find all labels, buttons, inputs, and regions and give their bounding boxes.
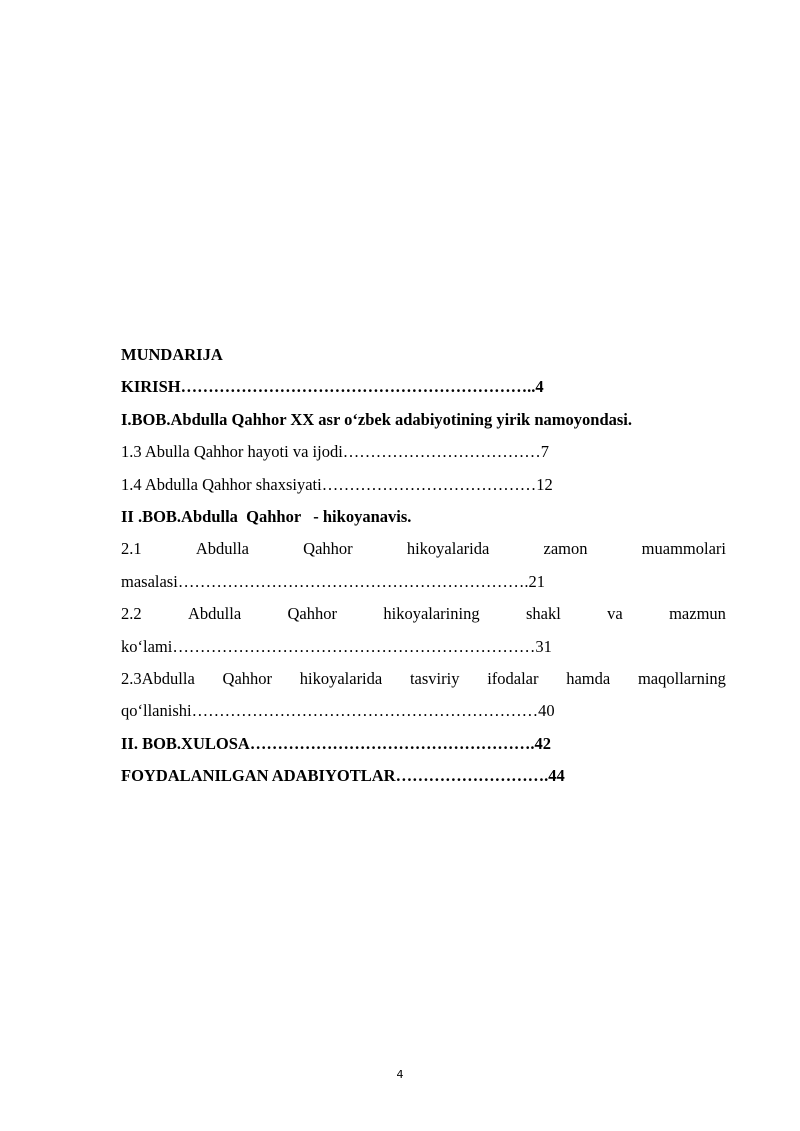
toc-word: va bbox=[607, 604, 623, 624]
toc-word: ifodalar bbox=[487, 668, 539, 688]
page-number: 4 bbox=[396, 1068, 404, 1081]
toc-word: Qahhor bbox=[287, 604, 337, 624]
toc-title: MUNDARIJA bbox=[121, 345, 223, 364]
toc-entry-2-2-line1 bbox=[121, 601, 726, 633]
toc-entry-1-3: 1.3 Abulla Qahhor hayoti va ijodi………………………………7 bbox=[121, 442, 550, 462]
toc-word: hikoyalarining bbox=[383, 604, 480, 624]
toc-word: Qahhor bbox=[303, 539, 353, 559]
toc-word: muammolari bbox=[641, 539, 726, 559]
toc-entry-2-3-line2: qo‘llanishi………………………………………………………40 bbox=[121, 701, 555, 721]
toc-entry-chapter-2: II .BOB.Abdulla Qahhor - hikoyanavis. bbox=[121, 506, 412, 526]
toc-entry-2-1-line1 bbox=[121, 536, 726, 568]
toc-word: zamon bbox=[543, 539, 588, 559]
toc-word: hikoyalarida bbox=[406, 539, 490, 559]
toc-word: 2.1 bbox=[121, 539, 142, 559]
toc-entry-1-4: 1.4 Abdulla Qahhor shaxsiyati…………………………………12 bbox=[121, 474, 553, 494]
toc-word: hikoyalarida bbox=[299, 668, 383, 688]
toc-word: hamda bbox=[566, 668, 611, 688]
toc-word: Abdulla bbox=[187, 604, 242, 624]
toc-word: 2.3Abdulla bbox=[121, 668, 195, 688]
toc-word: Qahhor bbox=[222, 668, 273, 688]
table-of-contents bbox=[121, 342, 726, 795]
toc-word: Abdulla bbox=[195, 539, 249, 559]
toc-entry-2-2-line2: ko‘lami…………………………………………………………31 bbox=[121, 636, 552, 656]
toc-word: 2.2 bbox=[121, 604, 142, 624]
toc-word: shakl bbox=[525, 604, 561, 624]
toc-word: mazmun bbox=[669, 604, 726, 624]
toc-entry-references: FOYDALANILGAN ADABIYOTLAR……………………….44 bbox=[121, 766, 565, 786]
toc-entry-conclusion: II. BOB.XULOSA…………………………………………….42 bbox=[121, 733, 551, 753]
toc-word: maqollarning bbox=[637, 668, 726, 688]
toc-entry-2-3-line1 bbox=[121, 666, 726, 698]
toc-word: tasviriy bbox=[409, 668, 460, 688]
toc-entry-intro: KIRISH………………………………………………………..4 bbox=[121, 377, 544, 397]
toc-entry-chapter-1: I.BOB.Abdulla Qahhor XX asr o‘zbek adabiyotining yirik namoyondasi. bbox=[121, 409, 633, 429]
toc-entry-2-1-line2: masalasi……………………………………………………….21 bbox=[121, 571, 545, 591]
